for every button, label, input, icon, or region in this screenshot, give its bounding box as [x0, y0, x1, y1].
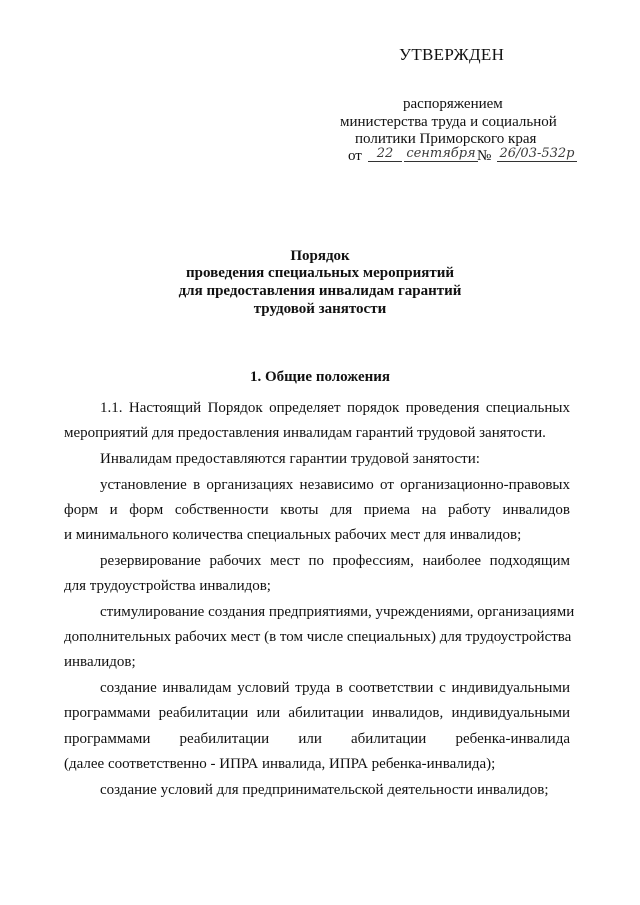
- doc-title-line: Порядок: [290, 248, 350, 264]
- doc-title-line: для предоставления инвалидам гарантий: [178, 283, 462, 299]
- approval-line: политики Приморского края: [355, 131, 537, 147]
- doc-title-line: проведения специальных мероприятий: [185, 265, 454, 281]
- body-line: для трудоустройства инвалидов;: [64, 578, 271, 594]
- body-line: программами реабилитации или абилитации инвалидов, индивидуальными: [64, 705, 570, 721]
- handwritten-day: 22: [368, 146, 402, 162]
- body-line: резервирование рабочих мест по профессиям, наиболее подходящим: [100, 553, 570, 569]
- number-sign: №: [477, 148, 492, 164]
- approval-line: распоряжением: [403, 96, 503, 112]
- doc-title-line: трудовой занятости: [253, 301, 387, 317]
- body-line: Инвалидам предоставляются гарантии трудовой занятости:: [100, 451, 480, 467]
- section-heading: 1. Общие положения: [249, 369, 391, 385]
- approved-stamp: УТВЕРЖДЕН: [399, 45, 505, 64]
- body-line: дополнительных рабочих мест (в том числе специальных) для трудоустройства: [64, 629, 572, 645]
- body-line: установление в организациях независимо от организационно-правовых: [100, 477, 570, 493]
- date-label-from: от: [348, 148, 362, 164]
- body-line: создание условий для предпринимательской деятельности инвалидов;: [100, 782, 549, 798]
- body-line: 1.1. Настоящий Порядок определяет порядок проведения специальных: [100, 400, 570, 416]
- body-line: форм и форм собственности квоты для приема на работу инвалидов: [64, 502, 570, 518]
- body-line: программами реабилитации или абилитации ребенка-инвалида: [64, 731, 570, 747]
- approval-line: министерства труда и социальной: [340, 114, 557, 130]
- body-line: и минимального количества специальных рабочих мест для инвалидов;: [64, 527, 522, 543]
- body-line: (далее соответственно - ИПРА инвалида, ИПРА ребенка-инвалида);: [64, 756, 496, 772]
- body-line: создание инвалидам условий труда в соответствии с индивидуальными: [100, 680, 570, 696]
- approval-date-row: [340, 146, 580, 170]
- body-line: мероприятий для предоставления инвалидам гарантий трудовой занятости.: [64, 425, 546, 441]
- handwritten-number: 26/03-532р: [497, 146, 577, 162]
- handwritten-month: сентября: [404, 146, 478, 162]
- body-line: стимулирование создания предприятиями, учреждениями, организациями: [100, 604, 575, 620]
- body-line: инвалидов;: [64, 654, 136, 670]
